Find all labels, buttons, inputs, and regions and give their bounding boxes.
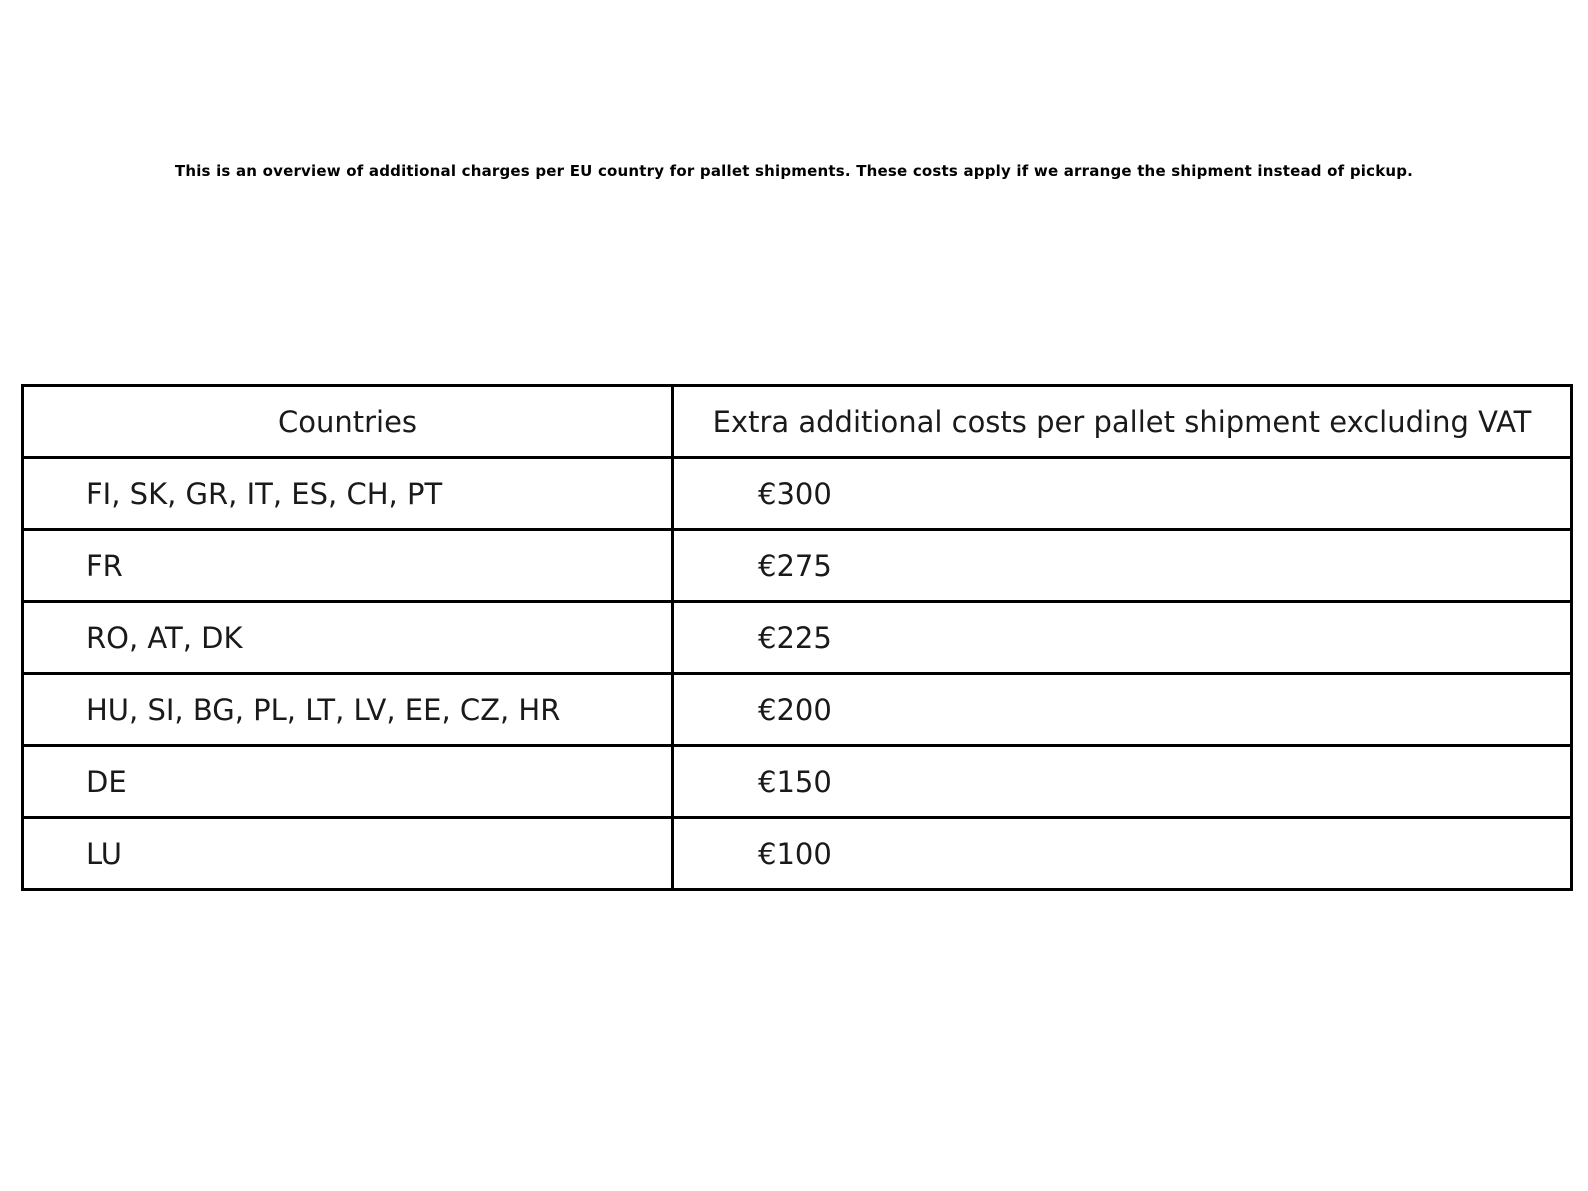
column-header-countries: Countries — [23, 386, 673, 458]
cost-cell: €275 — [673, 530, 1572, 602]
intro-text: This is an overview of additional charges per EU country for pallet shipments. These costs apply if we arrange the shipment instead of pickup. — [174, 162, 1414, 180]
countries-cell: RO, AT, DK — [23, 602, 673, 674]
table-row — [23, 746, 1572, 818]
countries-cell: HU, SI, BG, PL, LT, LV, EE, CZ, HR — [23, 674, 673, 746]
countries-cell: DE — [23, 746, 673, 818]
column-header-costs: Extra additional costs per pallet shipment excluding VAT — [673, 386, 1572, 458]
table-row — [23, 818, 1572, 890]
countries-cell: FR — [23, 530, 673, 602]
cost-cell: €300 — [673, 458, 1572, 530]
countries-cell: LU — [23, 818, 673, 890]
table-header-row — [23, 386, 1572, 458]
table-row — [23, 674, 1572, 746]
countries-cell: FI, SK, GR, IT, ES, CH, PT — [23, 458, 673, 530]
cost-cell: €100 — [673, 818, 1572, 890]
table-row — [23, 530, 1572, 602]
cost-cell: €225 — [673, 602, 1572, 674]
pallet-charges-table — [21, 384, 1573, 891]
table-row — [23, 458, 1572, 530]
cost-cell: €200 — [673, 674, 1572, 746]
cost-cell: €150 — [673, 746, 1572, 818]
table-row — [23, 602, 1572, 674]
